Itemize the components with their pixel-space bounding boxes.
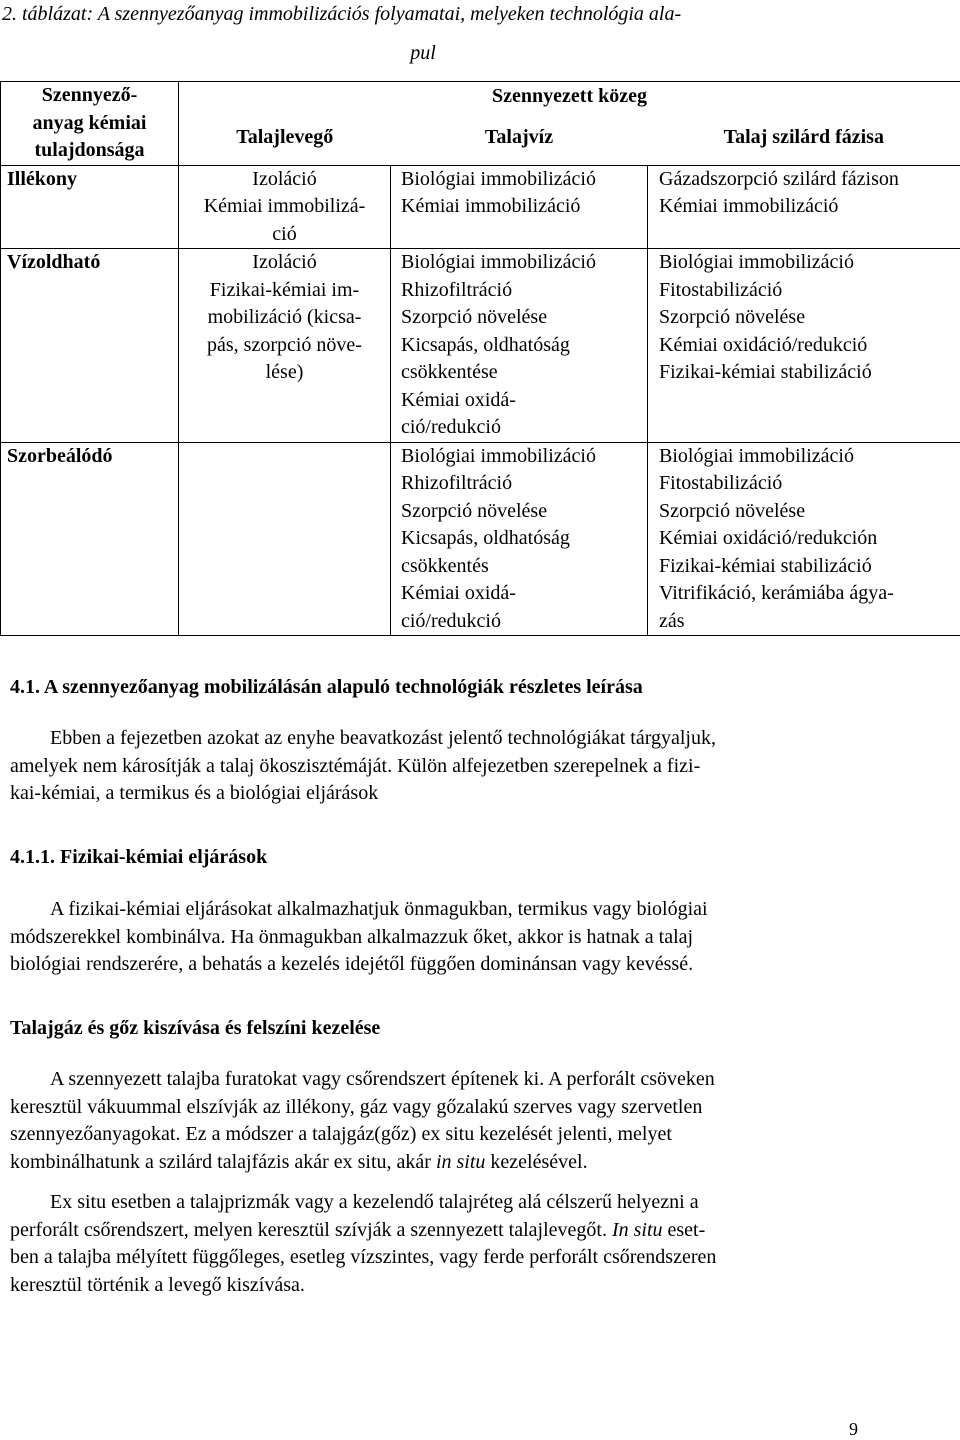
caption-line-2: pul: [410, 42, 436, 64]
row-property-water-soluble: Vízoldható: [1, 249, 179, 443]
table-row: [1, 442, 960, 636]
section-4-1-1-paragraph: A fizikai-kémiai eljárásokat alkalmazhatjuk önmagukban, termikus vagy biológiai módszerekkel kombinálva. Ha önmagukban alkalmazzuk őket, akkor is hatnak a talaj biológiai rendszerére, a behatás a kezelés idejétől függően dominánsan vagy kevéssé.: [10, 898, 708, 975]
cell-water-water-soluble: Biológiai immobilizáció Rhizofiltráció Szorpció növelése Kicsapás, oldhatóság csökkentése Kémiai oxidá- ció/redukció: [391, 249, 648, 443]
section-soil-gas: [10, 1015, 940, 1043]
section-4-1-1-title: 4.1.1. Fizikai-kémiai eljárások: [10, 846, 268, 868]
cell-air-water-soluble: Izoláció Fizikai-kémiai im- mobilizáció (kicsa- pás, szorpció növe- lése): [179, 249, 391, 443]
section-soil-gas-title: Talajgáz és gőz kiszívása és felszíni kezelése: [10, 1017, 381, 1039]
page-number: 9: [849, 1419, 858, 1439]
section-4-1-paragraph: Ebben a fejezetben azokat az enyhe beavatkozást jelentő technológiákat tárgyaljuk, amelyek nem károsítják a talaj ökoszisztémáját. Külön alfejezetben szerepelnek a fizi- kai-kémiai, a termikus és a biológiai eljárások: [10, 727, 716, 804]
header-groundwater: Talajvíz: [391, 124, 648, 165]
table-row: [1, 249, 960, 443]
cell-air-volatile: Izoláció Kémiai immobilizá- ció: [179, 165, 391, 249]
header-property: Szennyező- anyag kémiai tulajdonsága: [1, 82, 179, 166]
header-soil-solid: Talaj szilárd fázisa: [648, 124, 960, 165]
cell-air-sorbing: [179, 442, 391, 636]
row-property-volatile: Illékony: [1, 165, 179, 249]
section-soil-gas-paragraph-2: Ex situ esetben a talajprizmák vagy a kezelendő talajréteg alá célszerű helyezni a perforált csőrendszert, melyen keresztül szívják a szennyezett talajlevegőt. In situ eset- ben a talajba mélyített függőleges, esetleg vízszintes, vagy ferde perforált csőrendszeren keresztül történik a levegő kiszívása.: [10, 1191, 717, 1296]
row-property-sorbing: Szorbeálódó: [1, 442, 179, 636]
cell-solid-volatile: Gázadszorpció szilárd fázison Kémiai immobilizáció: [648, 165, 960, 249]
header-medium-group: Szennyezett közeg: [179, 82, 960, 124]
cell-water-sorbing: Biológiai immobilizáció Rhizofiltráció Szorpció növelése Kicsapás, oldhatóság csökkentés Kémiai oxidá- ció/redukció: [391, 442, 648, 636]
caption-line-1: 2. táblázat: A szennyezőanyag immobilizációs folyamatai, melyeken technológia ala-: [2, 3, 682, 25]
cell-water-volatile: Biológiai immobilizáció Kémiai immobilizáció: [391, 165, 648, 249]
cell-solid-sorbing: Biológiai immobilizáció Fitostabilizáció Szorpció növelése Kémiai oxidáció/redukción Fizikai-kémiai stabilizáció Vitrifikáció, kerámiába ágya- zás: [648, 442, 960, 636]
immobilization-table: [0, 81, 960, 636]
table-row: [1, 165, 960, 249]
header-soil-air: Talajlevegő: [179, 124, 391, 165]
section-4-1: [10, 674, 940, 702]
section-4-1-1: [10, 844, 940, 872]
table-header-row: [1, 82, 960, 124]
section-4-1-title: 4.1. A szennyezőanyag mobilizálásán alapuló technológiák részletes leírása: [10, 676, 643, 698]
cell-solid-water-soluble: Biológiai immobilizáció Fitostabilizáció Szorpció növelése Kémiai oxidáció/redukció Fizikai-kémiai stabilizáció: [648, 249, 960, 443]
section-soil-gas-paragraph-1: A szennyezett talajba furatokat vagy csőrendszert építenek ki. A perforált csöveken keresztül vákuummal elszívják az illékony, gáz vagy gőzalakú szerves vagy szervetlen szennyezőanyagokat. Ez a módszer a talajgáz(gőz) ex situ kezelését jelenti, melyet kombinálhatunk a szilárd talajfázis akár ex situ, akár in situ kezelésével.: [10, 1068, 715, 1173]
